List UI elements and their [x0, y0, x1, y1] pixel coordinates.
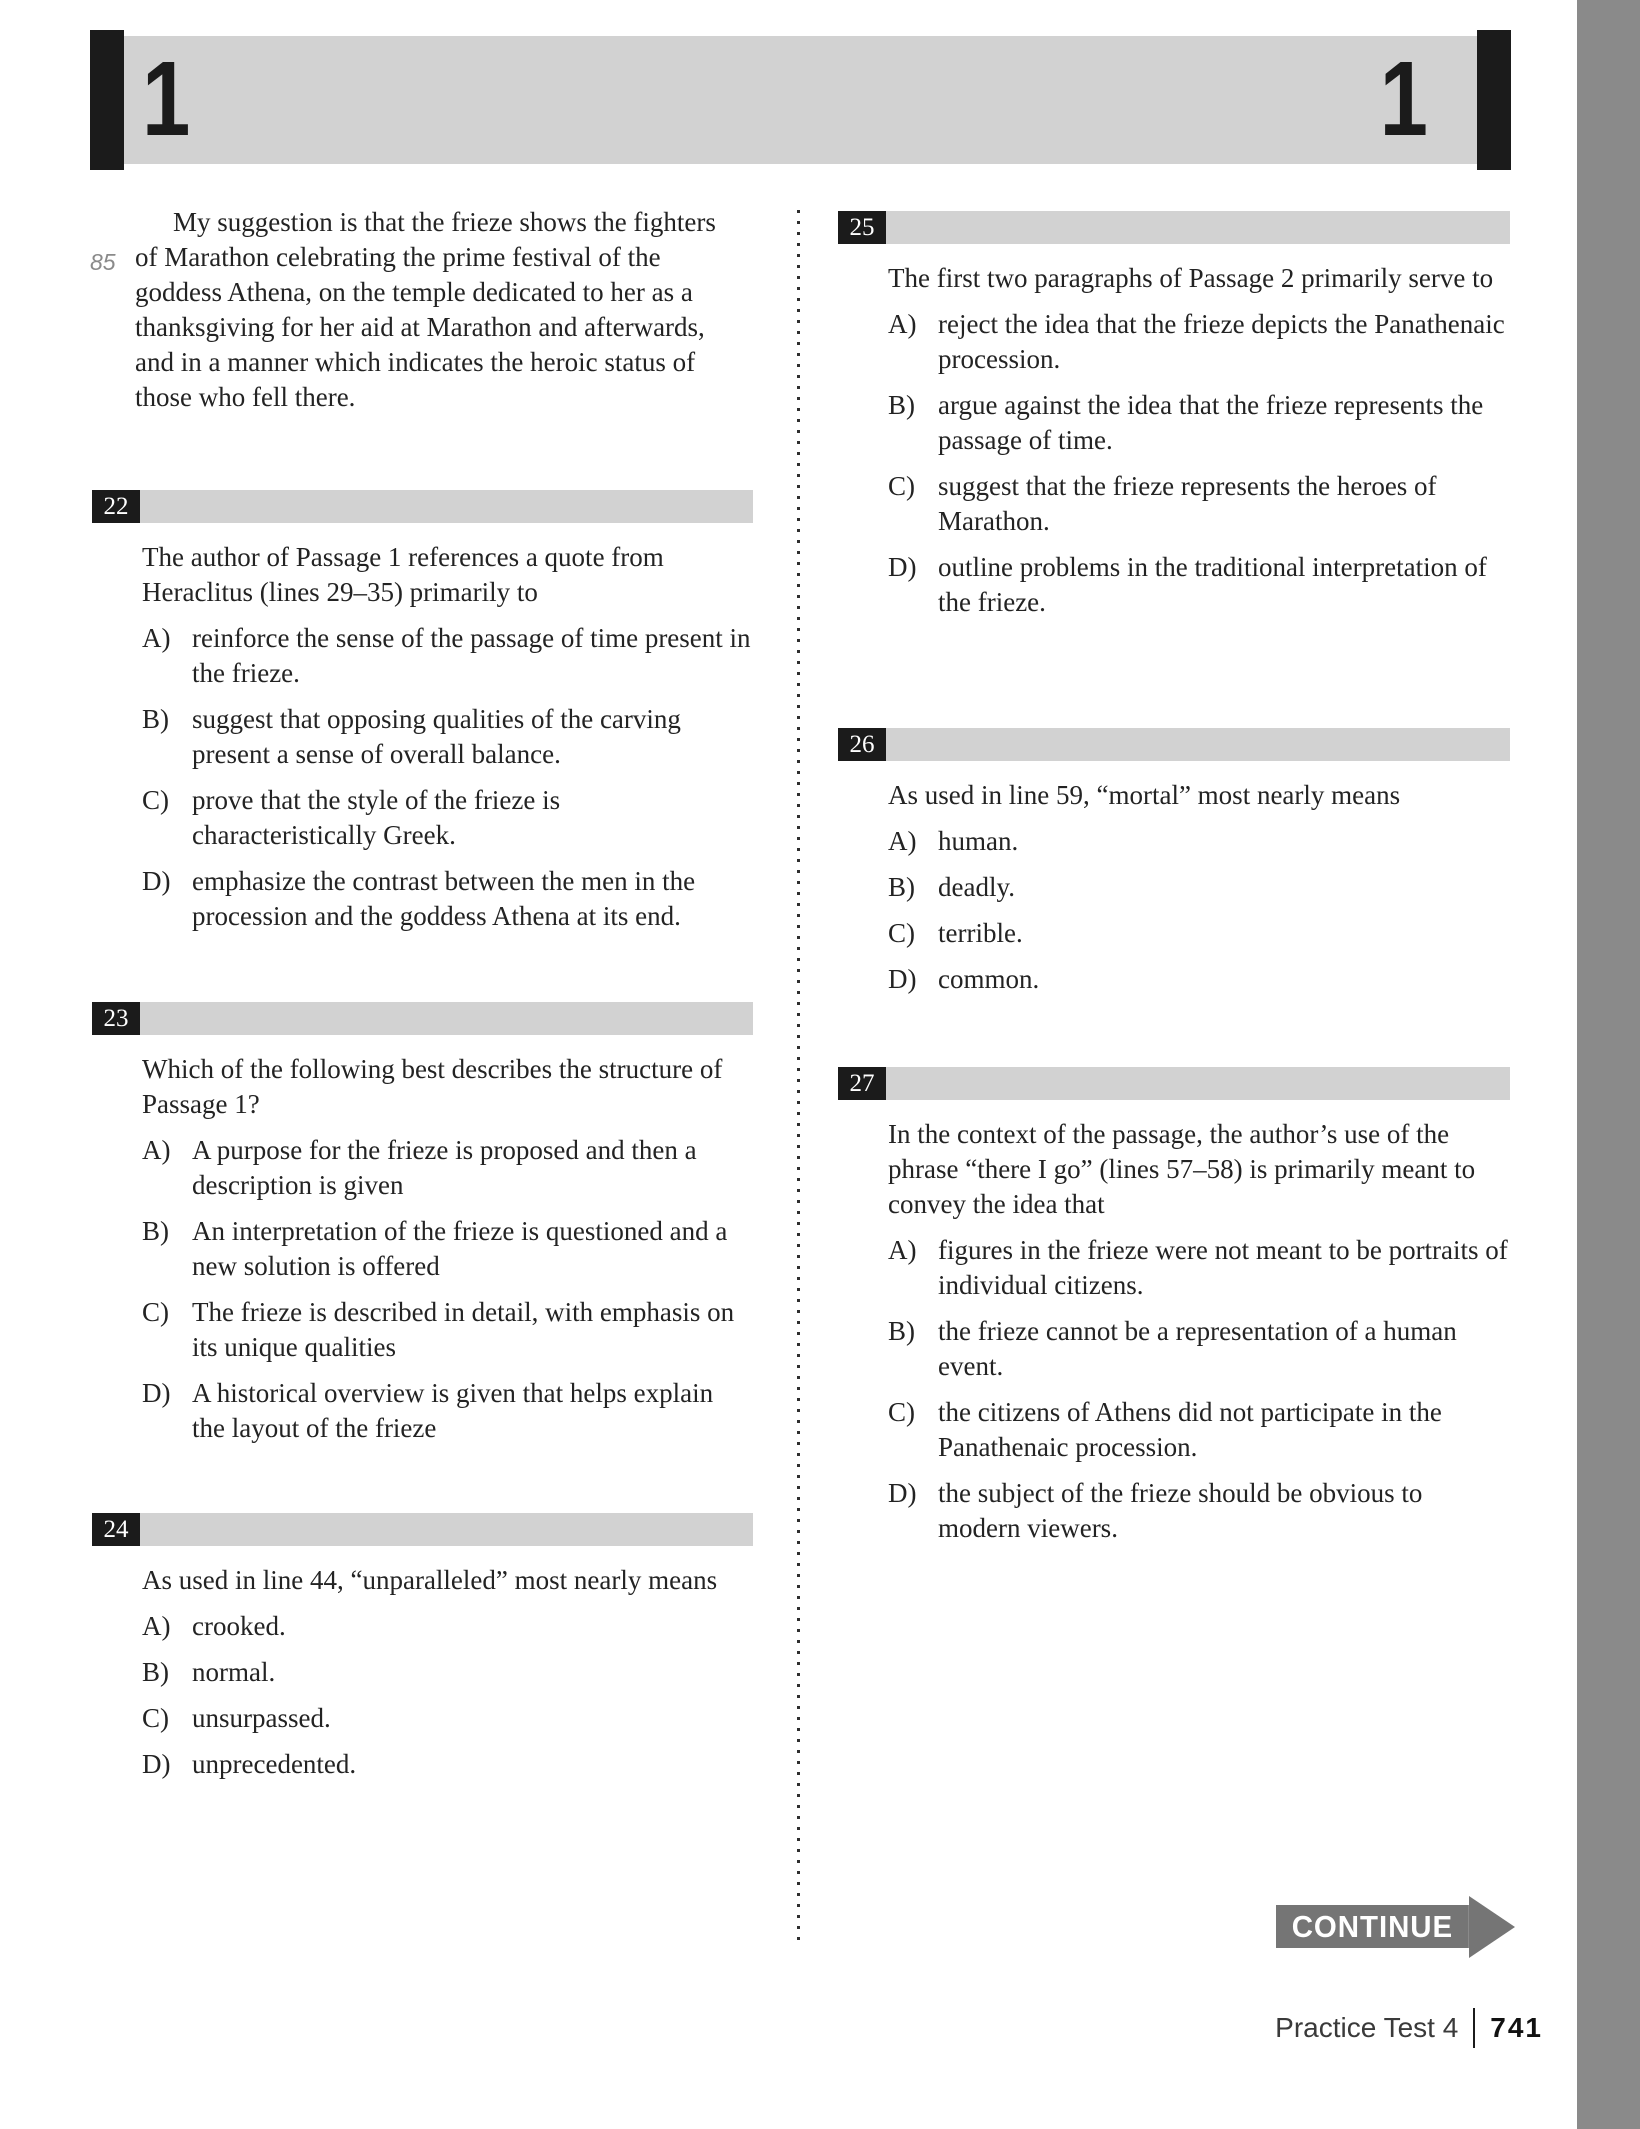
footer-test-name: Practice Test 4 — [1275, 2012, 1459, 2043]
choice-letter: C) — [142, 785, 169, 815]
answer-choice-B[interactable] — [838, 388, 1510, 458]
answer-choice-A[interactable] — [92, 1609, 753, 1644]
left-column — [92, 0, 753, 2129]
choice-text: argue against the idea that the frieze represents the passage of time. — [938, 390, 1484, 455]
footer-divider — [1473, 2008, 1475, 2048]
choice-letter: C) — [142, 1297, 169, 1327]
question-stem: Which of the following best describes the structure of Passage 1? — [142, 1054, 723, 1119]
choice-letter: B) — [142, 704, 169, 734]
answer-choices — [838, 1233, 1510, 1546]
section-number-right: 1 — [1379, 40, 1428, 158]
question-header-bar — [838, 728, 1510, 761]
passage-line: of Marathon celebrating the prime festival of the — [135, 242, 661, 272]
choice-text: human. — [938, 826, 1019, 856]
passage-continuation — [92, 205, 753, 415]
choice-text: The frieze is described in detail, with emphasis on its unique qualities — [192, 1297, 735, 1362]
answer-choice-B[interactable] — [838, 870, 1510, 905]
question-number-badge: 22 — [92, 490, 140, 523]
passage-line: goddess Athena, on the temple dedicated to her as a — [135, 277, 693, 307]
continue-label: CONTINUE — [1276, 1905, 1469, 1948]
continue-arrow-icon — [1469, 1896, 1515, 1958]
answer-choice-B[interactable] — [838, 1314, 1510, 1384]
choice-letter: A) — [888, 1235, 917, 1265]
answer-choice-C[interactable] — [92, 783, 753, 853]
section-number-left: 1 — [142, 40, 191, 158]
question-27 — [838, 1067, 1510, 1557]
question-header-bar — [838, 1067, 1510, 1100]
choice-letter: B) — [888, 872, 915, 902]
choice-text: A historical overview is given that helps explain the layout of the frieze — [192, 1378, 714, 1443]
choice-letter: C) — [142, 1703, 169, 1733]
answer-choices — [92, 1133, 753, 1446]
choice-letter: B) — [888, 1316, 915, 1346]
question-stem: As used in line 59, “mortal” most nearly means — [888, 780, 1401, 810]
choice-text: figures in the frieze were not meant to be portraits of individual citizens. — [938, 1235, 1508, 1300]
choice-letter: D) — [142, 866, 171, 896]
question-25 — [838, 211, 1510, 631]
question-stem: In the context of the passage, the author’s use of the phrase “there I go” (lines 57–58) is primarily meant to convey the idea that — [888, 1119, 1476, 1219]
choice-letter: B) — [888, 390, 915, 420]
choice-letter: A) — [142, 1135, 171, 1165]
choice-letter: D) — [888, 552, 917, 582]
answer-choices — [92, 621, 753, 934]
choice-letter: A) — [888, 309, 917, 339]
choice-letter: A) — [888, 826, 917, 856]
choice-text: reinforce the sense of the passage of time present in the frieze. — [192, 623, 751, 688]
question-stem: The author of Passage 1 references a quote from Heraclitus (lines 29–35) primarily to — [142, 542, 664, 607]
choice-text: reject the idea that the frieze depicts the Panathenaic procession. — [938, 309, 1505, 374]
answer-choice-A[interactable] — [92, 1133, 753, 1203]
continue-button[interactable] — [1276, 1905, 1479, 1948]
choice-text: the frieze cannot be a representation of a human event. — [938, 1316, 1457, 1381]
question-24 — [92, 1513, 753, 1793]
choice-letter: D) — [888, 1478, 917, 1508]
answer-choice-A[interactable] — [838, 307, 1510, 377]
choice-text: An interpretation of the frieze is questioned and a new solution is offered — [192, 1216, 728, 1281]
answer-choice-D[interactable] — [92, 864, 753, 934]
answer-choice-D[interactable] — [838, 1476, 1510, 1546]
choice-letter: A) — [142, 623, 171, 653]
choice-text: unprecedented. — [192, 1749, 357, 1779]
answer-choice-C[interactable] — [838, 1395, 1510, 1465]
question-number-badge: 24 — [92, 1513, 140, 1546]
question-23 — [92, 1002, 753, 1457]
answer-choice-D[interactable] — [92, 1376, 753, 1446]
answer-choice-A[interactable] — [92, 621, 753, 691]
choice-letter: D) — [142, 1749, 171, 1779]
answer-choice-C[interactable] — [838, 469, 1510, 539]
question-number-badge: 27 — [838, 1067, 886, 1100]
answer-choice-A[interactable] — [838, 824, 1510, 859]
choice-text: unsurpassed. — [192, 1703, 331, 1733]
answer-choice-C[interactable] — [838, 916, 1510, 951]
column-divider-dotted — [797, 210, 800, 1948]
passage-line: and in a manner which indicates the heroic status of — [135, 347, 696, 377]
answer-choice-B[interactable] — [92, 702, 753, 772]
question-header-bar — [92, 1513, 753, 1546]
choice-text: deadly. — [938, 872, 1015, 902]
question-22 — [92, 490, 753, 945]
right-column — [838, 0, 1510, 2129]
question-number-badge: 25 — [838, 211, 886, 244]
question-26 — [838, 728, 1510, 1008]
choice-text: crooked. — [192, 1611, 286, 1641]
passage-line-number: 85 — [90, 249, 116, 275]
choice-letter: C) — [888, 1397, 915, 1427]
choice-text: normal. — [192, 1657, 276, 1687]
choice-letter: A) — [142, 1611, 171, 1641]
choice-text: the subject of the frieze should be obvious to modern viewers. — [938, 1478, 1423, 1543]
choice-text: terrible. — [938, 918, 1023, 948]
passage-line: My suggestion is that the frieze shows the fighters — [173, 207, 716, 237]
choice-letter: D) — [142, 1378, 171, 1408]
question-header-bar — [92, 490, 753, 523]
answer-choices — [838, 824, 1510, 997]
answer-choice-B[interactable] — [92, 1214, 753, 1284]
choice-text: outline problems in the traditional interpretation of the frieze. — [938, 552, 1487, 617]
answer-choice-C[interactable] — [92, 1701, 753, 1736]
answer-choice-D[interactable] — [838, 550, 1510, 620]
choice-letter: B) — [142, 1216, 169, 1246]
passage-line: thanksgiving for her aid at Marathon and afterwards, — [135, 312, 705, 342]
question-number-badge: 26 — [838, 728, 886, 761]
passage-line: those who fell there. — [135, 382, 356, 412]
answer-choices — [92, 1609, 753, 1782]
choice-text: suggest that the frieze represents the heroes of Marathon. — [938, 471, 1437, 536]
footer — [1275, 2008, 1543, 2048]
question-number-badge: 23 — [92, 1002, 140, 1035]
choice-text: suggest that opposing qualities of the carving present a sense of overall balance. — [192, 704, 681, 769]
choice-text: prove that the style of the frieze is characteristically Greek. — [192, 785, 561, 850]
question-stem: The first two paragraphs of Passage 2 primarily serve to — [888, 263, 1494, 293]
choice-text: A purpose for the frieze is proposed and then a description is given — [192, 1135, 697, 1200]
choice-letter: C) — [888, 471, 915, 501]
answer-choice-A[interactable] — [838, 1233, 1510, 1303]
choice-text: common. — [938, 964, 1040, 994]
footer-page-number: 741 — [1490, 2012, 1543, 2043]
answer-choice-B[interactable] — [92, 1655, 753, 1690]
choice-letter: B) — [142, 1657, 169, 1687]
choice-letter: D) — [888, 964, 917, 994]
answer-choice-D[interactable] — [92, 1747, 753, 1782]
answer-choice-C[interactable] — [92, 1295, 753, 1365]
choice-text: emphasize the contrast between the men in the procession and the goddess Athena at its end. — [192, 866, 696, 931]
question-stem: As used in line 44, “unparalleled” most nearly means — [142, 1565, 718, 1595]
question-header-bar — [838, 211, 1510, 244]
answer-choices — [838, 307, 1510, 620]
answer-choice-D[interactable] — [838, 962, 1510, 997]
question-header-bar — [92, 1002, 753, 1035]
page-edge-band — [1577, 0, 1640, 2129]
choice-letter: C) — [888, 918, 915, 948]
choice-text: the citizens of Athens did not participate in the Panathenaic procession. — [938, 1397, 1442, 1462]
